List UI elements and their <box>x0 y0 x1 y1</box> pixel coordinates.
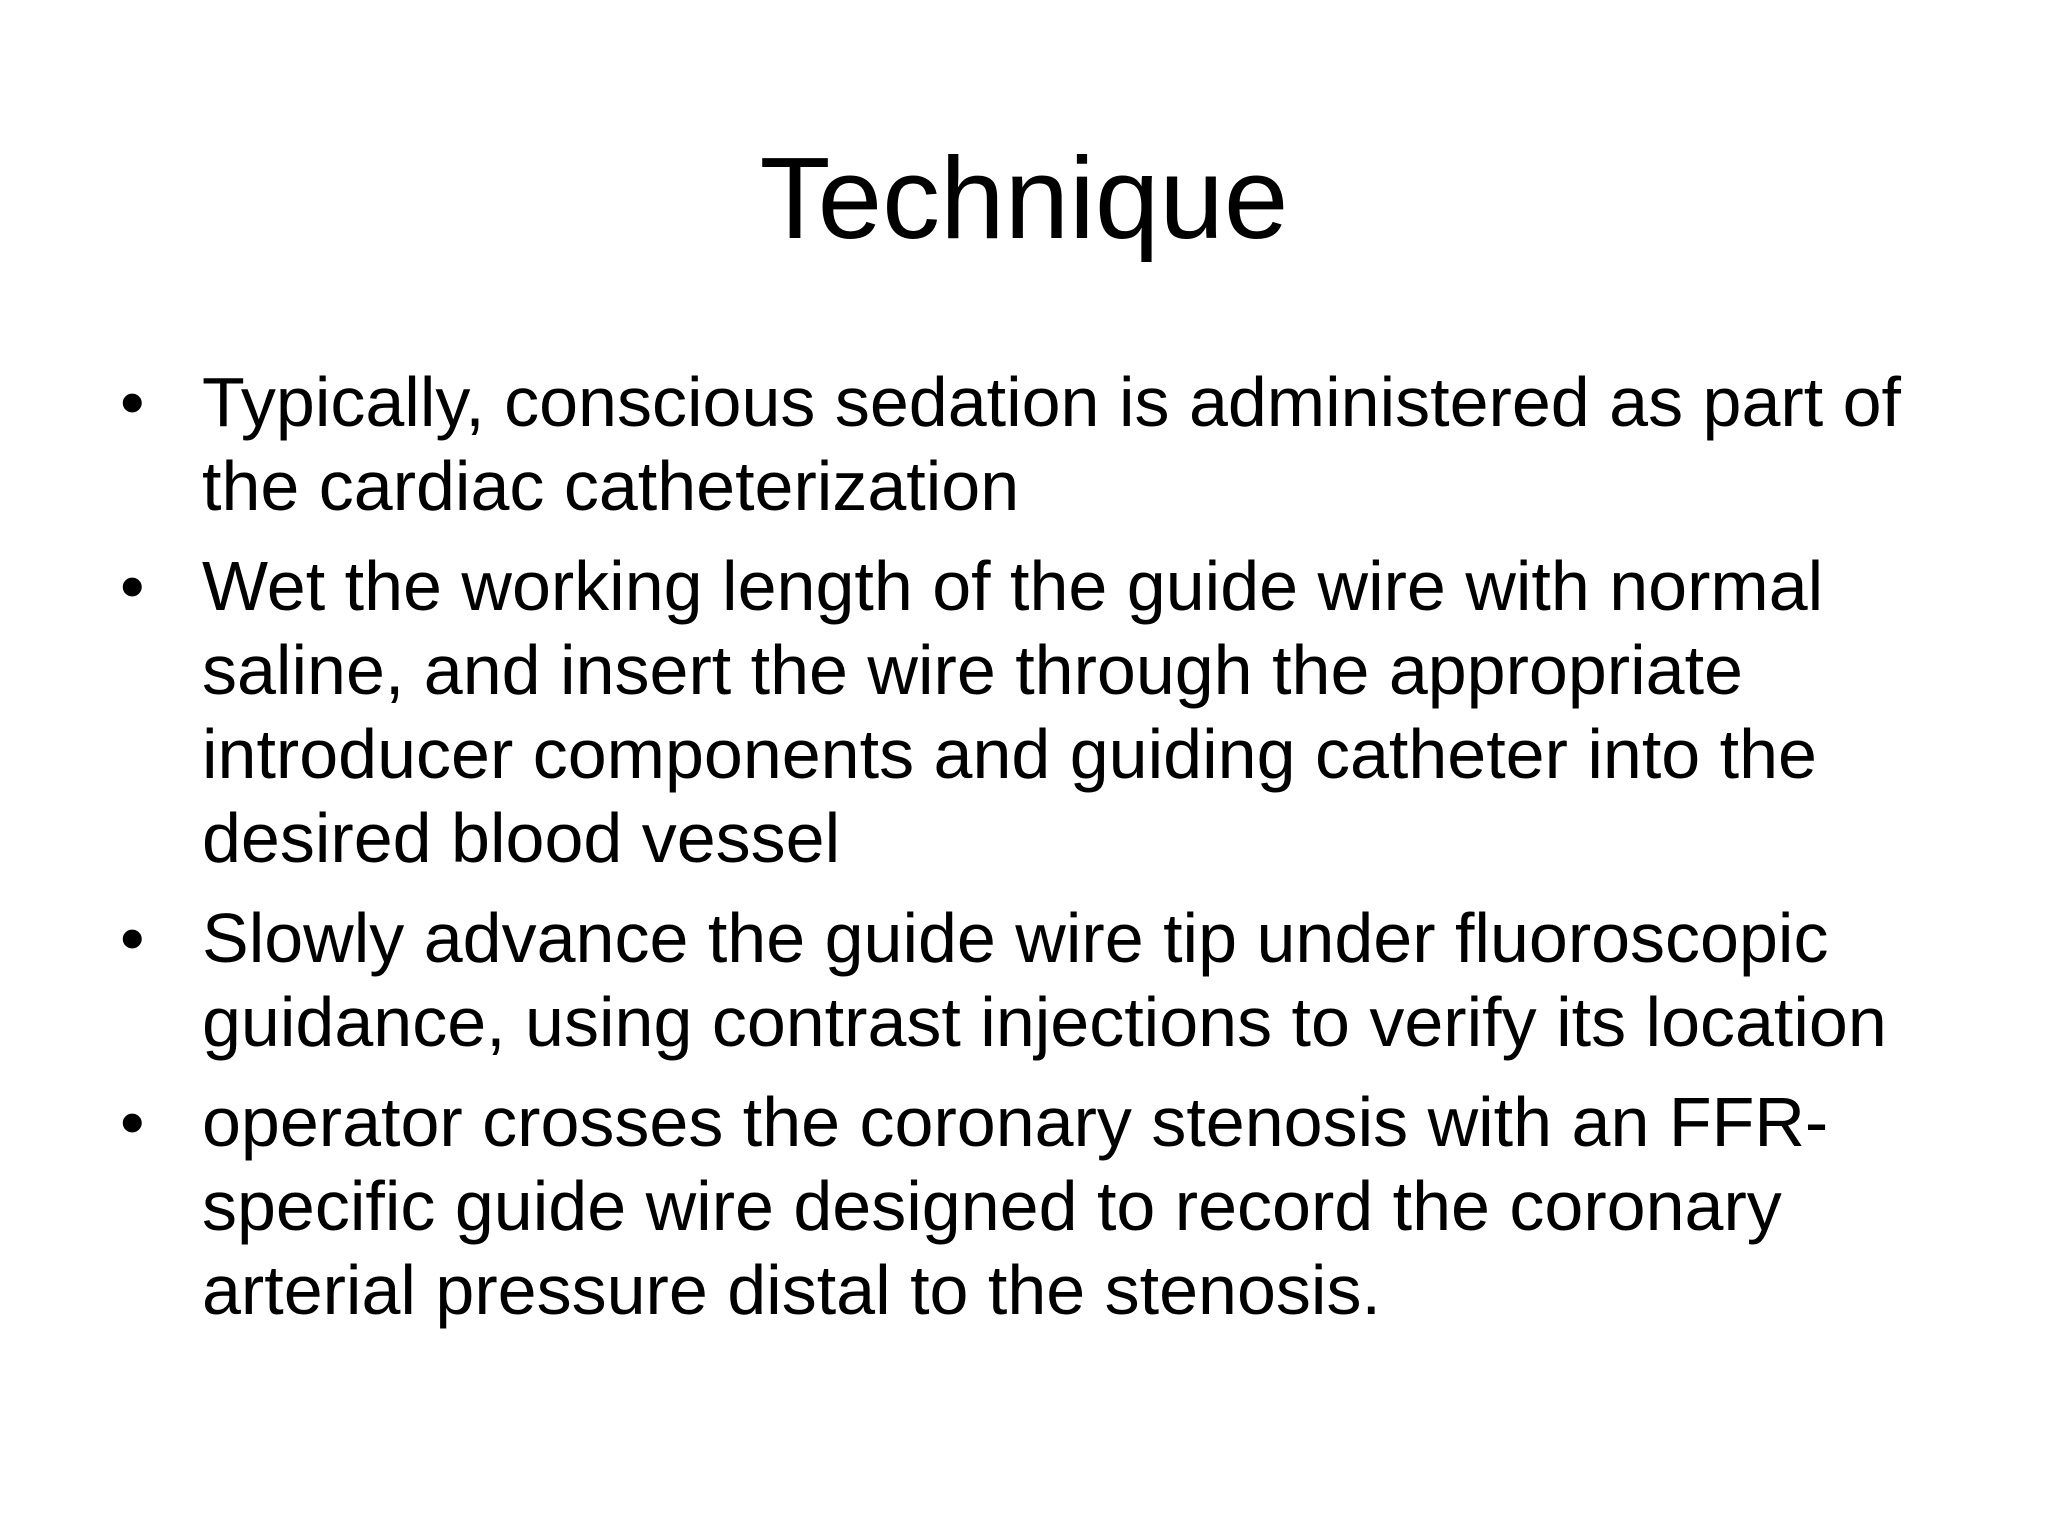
bullet-glyph: • <box>120 547 145 625</box>
bullet-item <box>120 896 1960 1064</box>
bullet-glyph: • <box>120 1083 145 1161</box>
bullet-glyph: • <box>120 899 145 977</box>
bullet-item <box>120 1080 1960 1332</box>
bullet-text: Wet the working length of the guide wire with normal saline, and insert the wire through the appropriate introducer components and guiding catheter into the desired blood vessel <box>202 547 1824 877</box>
bullet-text: Typically, conscious sedation is administered as part of the cardiac catheterization <box>202 363 1901 525</box>
bullet-glyph: • <box>120 363 145 441</box>
bullet-list <box>120 360 1960 1348</box>
bullet-item <box>120 544 1960 880</box>
slide-title: Technique <box>759 133 1289 263</box>
bullet-item <box>120 360 1960 528</box>
bullet-text: operator crosses the coronary stenosis with an FFR-specific guide wire designed to record the coronary arterial pressure distal to the stenosis. <box>202 1083 1829 1329</box>
bullet-text: Slowly advance the guide wire tip under fluoroscopic guidance, using contrast injections to verify its location <box>202 899 1887 1061</box>
